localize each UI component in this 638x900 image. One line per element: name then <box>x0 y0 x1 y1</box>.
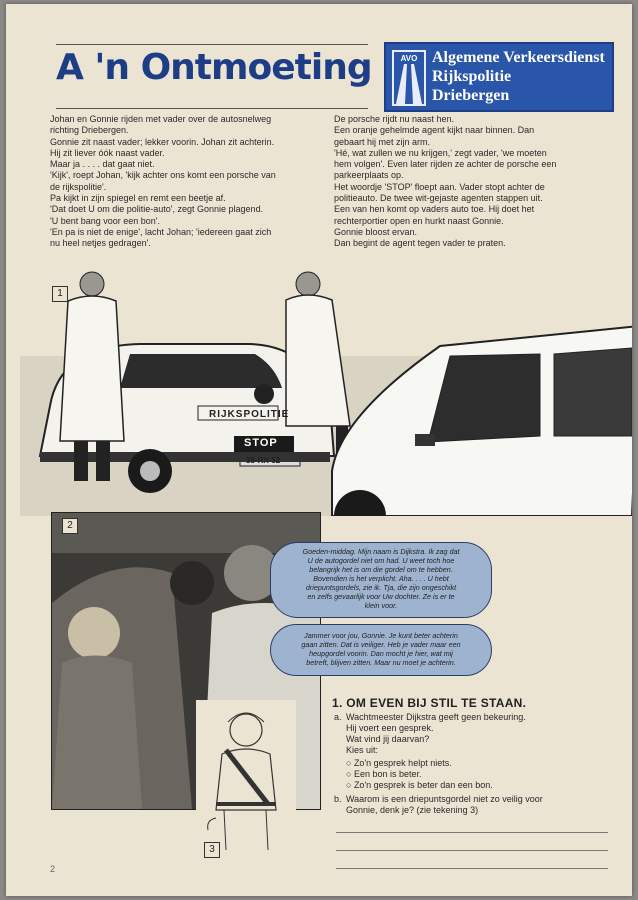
story-left-column <box>50 114 320 250</box>
option-label: Zo'n gesprek is beter dan een bon. <box>353 780 493 790</box>
story-line: Gonnie bloost ervan. <box>334 226 418 237</box>
option-circle-icon: ○ <box>346 769 354 779</box>
story-line: Dan begint de agent tegen vader te praten. <box>334 238 506 249</box>
story-line: hem volgen'. Even later rijden ze achter de porsche een <box>334 159 557 170</box>
story-line: Hij zit liever óók naast vader. <box>50 147 165 158</box>
story-line: parkeerplaats op. <box>334 170 404 181</box>
story-line: 'Kijk', roept Johan, 'kijk achter ons komt een porsche van <box>50 170 276 181</box>
title-rule-bottom <box>56 108 368 109</box>
panel-number-3: 3 <box>204 842 220 858</box>
story-line: 'Hé, wat zullen we nu krijgen,' zegt vader, 'we moeten <box>334 147 547 158</box>
option-circle-icon: ○ <box>346 758 354 768</box>
story-line: De porsche rijdt nu naast hen. <box>334 114 455 124</box>
photo-police-stop <box>20 266 632 516</box>
header-line: Driebergen <box>432 87 510 104</box>
bubble-line: heupgordel voorin. Dan mocht je hier, wat mij <box>309 649 453 658</box>
bubble-line: driepuntsgordels, zie ik. Tja, die zijn ongeschikt <box>305 583 457 592</box>
page-number: 2 <box>50 864 56 874</box>
police-stop-illustration <box>20 266 632 516</box>
story-line: Het woordje 'STOP' floept aan. Vader stopt achter de <box>334 181 545 192</box>
story-line: Gonnie zit naast vader; lekker voorin. Johan zit achterin. <box>50 136 275 147</box>
option-item[interactable] <box>346 769 493 780</box>
story-line: Maar ja . . . . dat gaat niet. <box>50 159 155 170</box>
story-line: politieauto. De twee wit-gejaste agenten stappen uit. <box>334 193 543 204</box>
question-b-text <box>346 794 543 816</box>
bubble-line: en zelfs gevaarlijk voor Uw dochter. Ze is er te <box>307 592 455 601</box>
option-item[interactable] <box>346 780 493 791</box>
story-line: rechterportier open en hurkt naast Gonnie. <box>334 215 504 226</box>
story-right-column <box>334 114 614 250</box>
question-line: Waarom is een driepuntsgordel niet zo veilig voor <box>346 794 543 804</box>
bubble-line: betreft, blijven zitten. Maar nu moet je achterin. <box>306 658 456 667</box>
story-line: Johan en Gonnie rijden met vader over de autosnelweg <box>50 114 272 124</box>
story-line: 'En pa is niet de enige', lacht Johan; 'iedereen gaat zich <box>50 226 272 237</box>
bubble-line: Bovendien is het verplicht. Aha. . . . U hebt <box>313 574 449 583</box>
question-title: 1. OM EVEN BIJ STIL TE STAAN. <box>332 696 527 710</box>
answer-line[interactable] <box>336 868 608 869</box>
license-plate: 38-RX-52 <box>246 456 281 465</box>
speech-bubble-agent-1 <box>270 542 492 618</box>
question-line: Wachtmeester Dijkstra geeft geen bekeuring. <box>346 712 526 722</box>
bubble-line: belangrijk het is om die gordel om te hebben. <box>309 565 453 574</box>
page-title: A 'n Ontmoeting <box>56 47 372 88</box>
question-a-text <box>346 712 526 756</box>
bubble-line: Goeden-middag. Mijn naam is Dijkstra. Ik zag dat <box>302 547 460 556</box>
question-line: Hij voert een gesprek. <box>346 723 434 733</box>
story-line: 'U bent bang voor een bon'. <box>50 215 161 226</box>
story-line: de rijkspolitie'. <box>50 181 107 192</box>
question-line: Wat vind jij daarvan? <box>346 734 430 744</box>
question-line: Gonnie, denk je? (zie tekening 3) <box>346 805 479 815</box>
story-line: gebaart hij met zijn arm. <box>334 136 431 147</box>
road-icon <box>394 64 424 104</box>
option-label: Zo'n gesprek helpt niets. <box>353 758 452 768</box>
panel-number-2: 2 <box>62 518 78 534</box>
avo-header-box <box>384 42 614 112</box>
option-item[interactable] <box>346 758 493 769</box>
story-line: Pa kijkt in zijn spiegel en remt een beetje af. <box>50 193 226 204</box>
option-circle-icon: ○ <box>346 780 354 790</box>
story-line: nu heel netjes gedragen'. <box>50 238 151 249</box>
header-line: Algemene Verkeersdienst <box>432 49 605 66</box>
story-line: 'Dat doet U om die politie-auto', zegt Gonnie plagend. <box>50 204 264 215</box>
question-options <box>346 758 493 791</box>
option-label: Een bon is beter. <box>353 769 422 779</box>
speech-bubble-agent-2 <box>270 624 492 676</box>
avo-logo <box>392 50 426 106</box>
bubble-line: U de autogordel niet om had. U weet toch hoe <box>307 556 455 565</box>
bubble-line: gaan zitten. Dat is veiliger. Heb je vader maar een <box>301 640 461 649</box>
story-line: Een oranje gehelmde agent kijkt naar binnen. Dan <box>334 125 535 136</box>
question-line: Kies uit: <box>346 745 379 755</box>
question-b-label: b. <box>334 794 342 804</box>
bubble-line: klein voor. <box>364 601 398 610</box>
answer-line[interactable] <box>336 850 608 851</box>
bubble-line: Jammer voor jou, Gonnie. Je kunt beter achterin <box>304 631 458 640</box>
avo-logo-text: AVO <box>400 54 418 63</box>
title-rule-top <box>56 44 368 45</box>
story-line: Een van hen komt op vaders auto toe. Hij doet het <box>334 204 535 215</box>
answer-line[interactable] <box>336 832 608 833</box>
avo-header-lines <box>432 48 605 105</box>
header-line: Rijkspolitie <box>432 68 512 85</box>
story-line: richting Driebergen. <box>50 125 129 136</box>
question-a-label: a. <box>334 712 342 722</box>
page-sheet <box>6 4 632 896</box>
panel-number-1: 1 <box>52 286 68 302</box>
stop-sign-text: STOP <box>244 437 278 449</box>
porsche-livery-text: RIJKSPOLITIE <box>209 409 290 420</box>
